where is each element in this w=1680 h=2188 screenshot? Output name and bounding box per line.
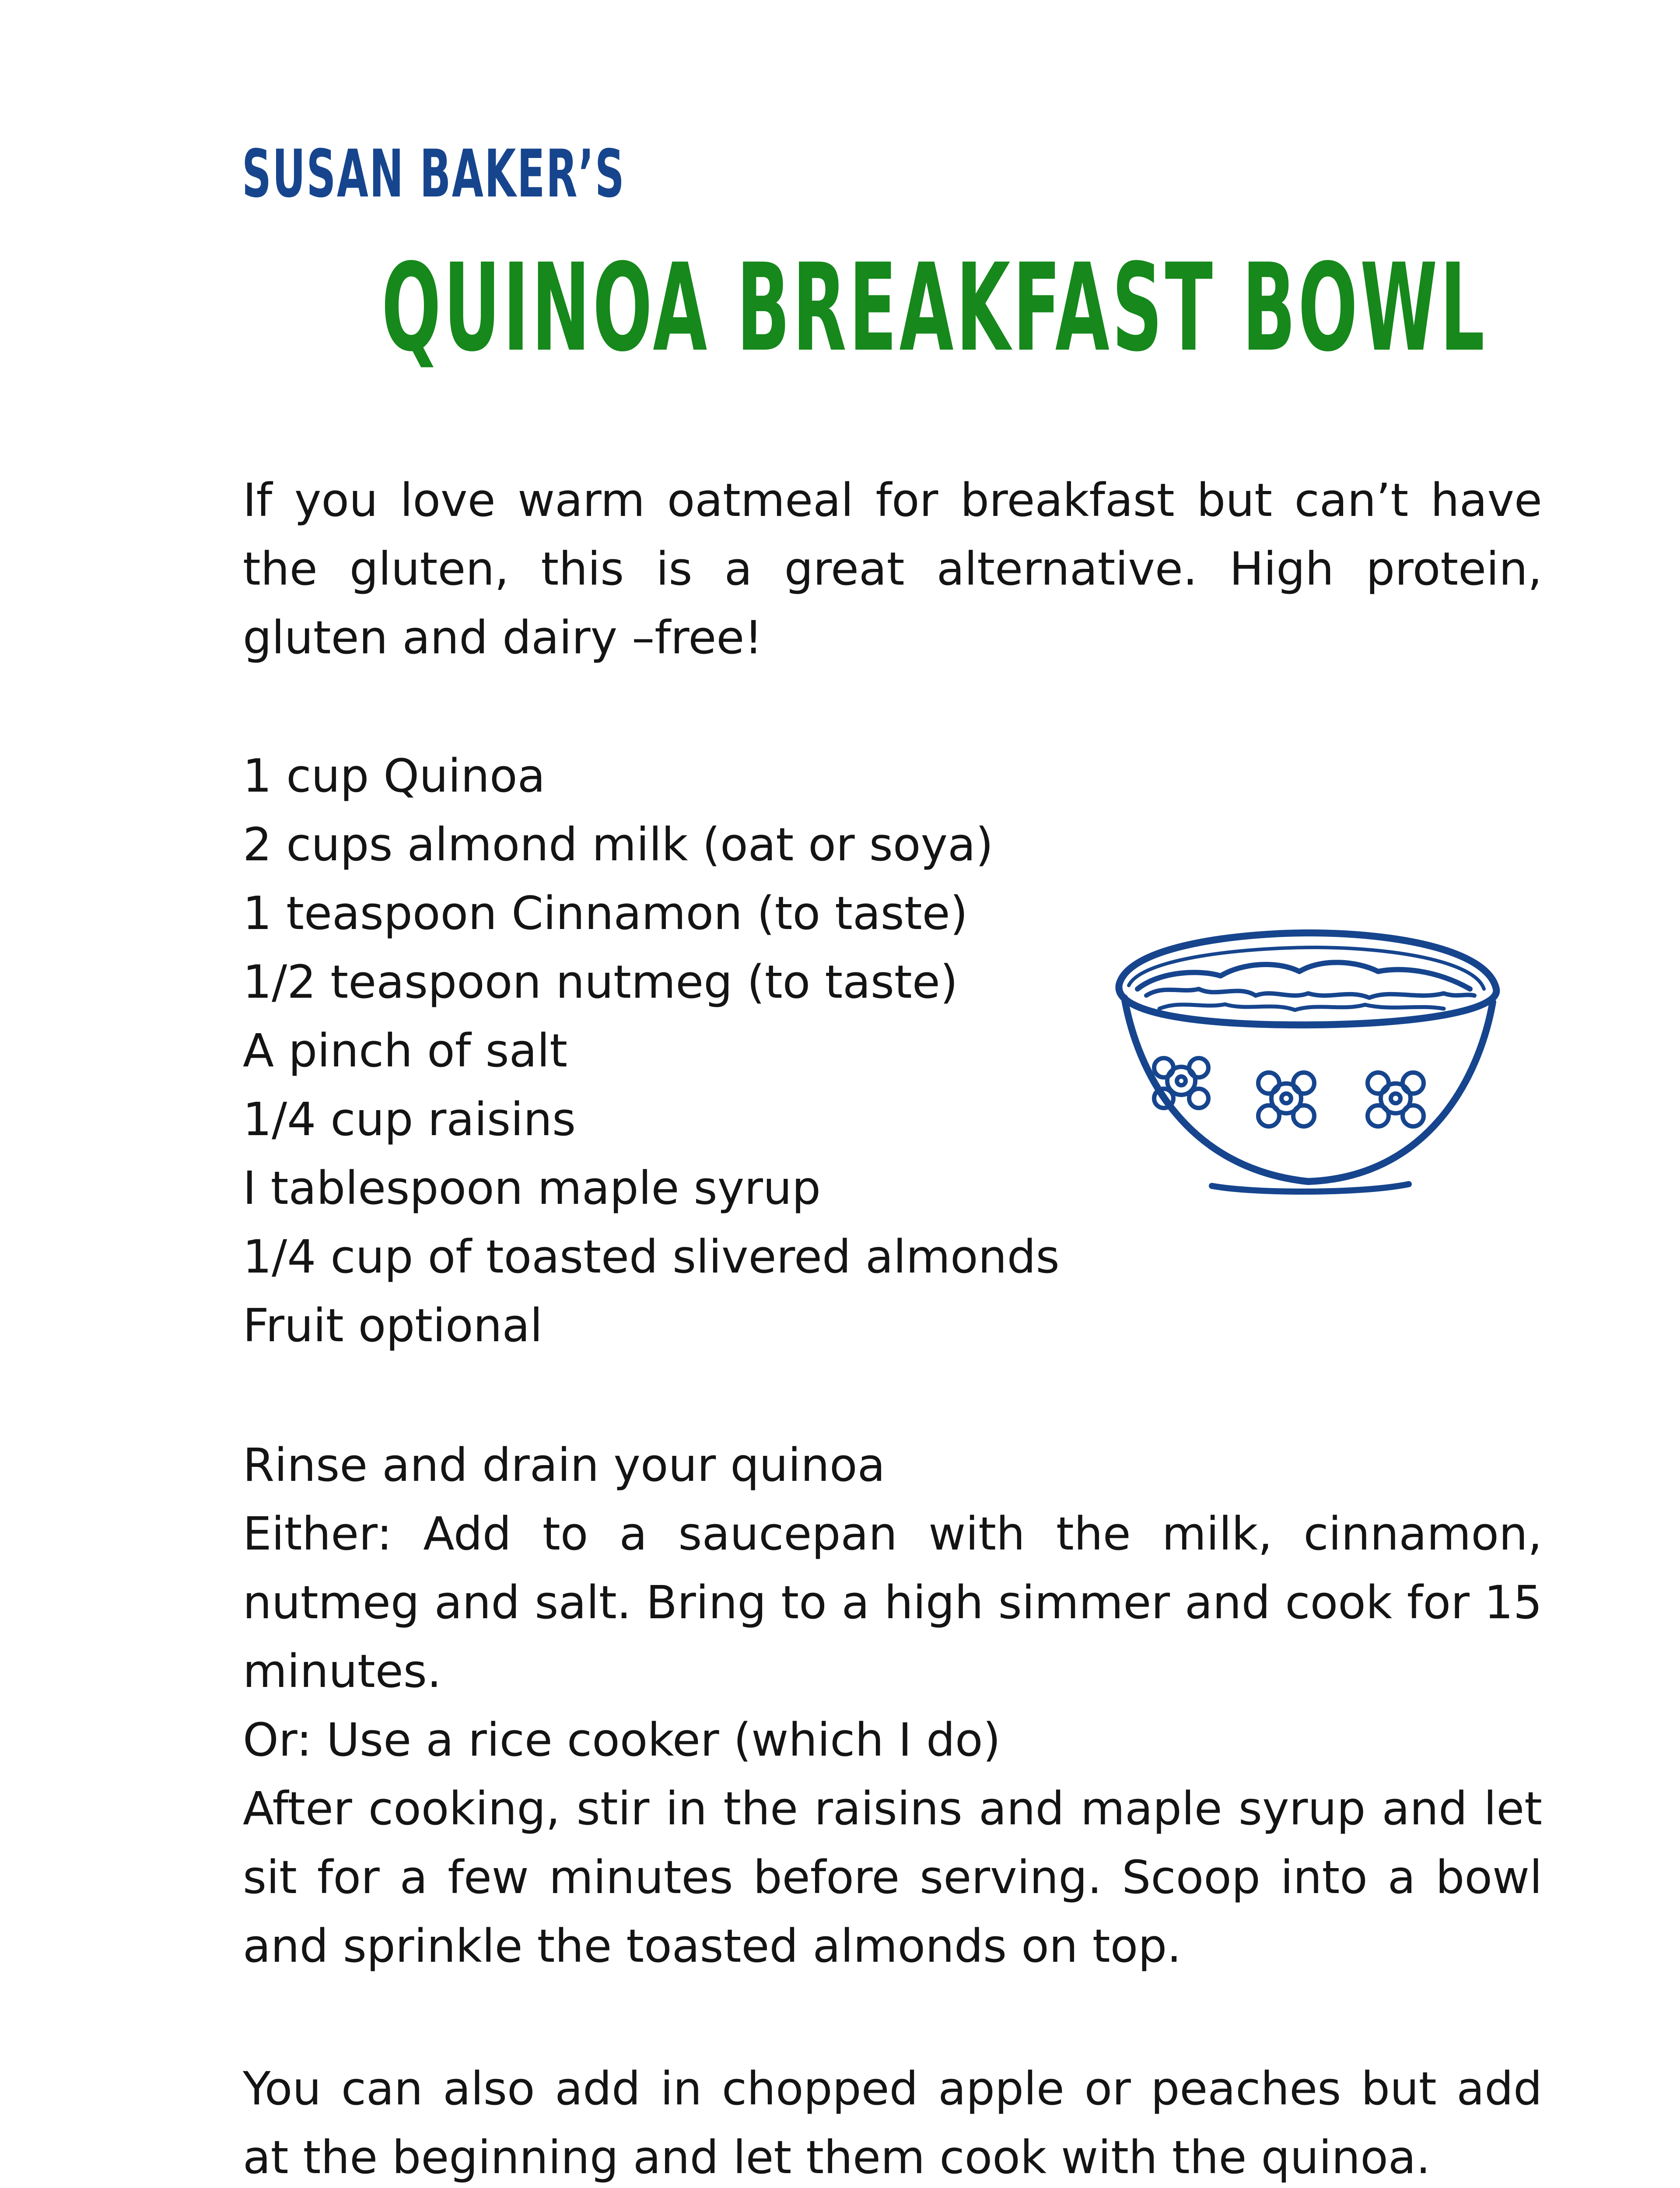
ingredient-item: A pinch of salt — [243, 1024, 568, 1077]
ingredient-item: 1/2 teaspoon nutmeg (to taste) — [243, 955, 958, 1009]
ingredient-item: I tablespoon maple syrup — [243, 1161, 821, 1215]
ingredient-item: 1/4 cup raisins — [243, 1093, 576, 1146]
recipe-tip: You can also add in chopped apple or peaches but add at the beginning and let them cook with the quinoa. — [243, 2062, 1542, 2184]
author-heading: SUSAN BAKER’S — [242, 136, 626, 212]
recipe-intro: If you love warm oatmeal for breakfast but can’t have the gluten, this is a great alternative. High protein, gluten and dairy –free! — [243, 473, 1542, 664]
method-step: Rinse and drain your quinoa — [243, 1438, 886, 1492]
method-step: Either: Add to a saucepan with the milk, cinnamon, nutmeg and salt. Bring to a high simmer and cook for 15 minutes. — [243, 1507, 1542, 1698]
ingredient-item: 1 teaspoon Cinnamon (to taste) — [243, 887, 968, 940]
ingredient-list — [243, 742, 1060, 1360]
ingredient-item: Fruit optional — [243, 1299, 543, 1352]
method-section — [243, 1431, 1542, 1981]
bowl-icon — [1111, 923, 1505, 1195]
ingredient-item: 1 cup Quinoa — [243, 749, 546, 803]
ingredient-item: 1/4 cup of toasted slivered almonds — [243, 1230, 1060, 1283]
ingredient-item: 2 cups almond milk (oat or soya) — [243, 818, 994, 871]
method-step: After cooking, stir in the raisins and maple syrup and let sit for a few minutes before serving. Scoop into a bowl and sprinkle the toasted almonds on top. — [243, 1782, 1542, 1973]
method-step: Or: Use a rice cooker (which I do) — [243, 1713, 1001, 1767]
recipe-title: QUINOA BREAKFAST BOWL — [382, 238, 1488, 379]
